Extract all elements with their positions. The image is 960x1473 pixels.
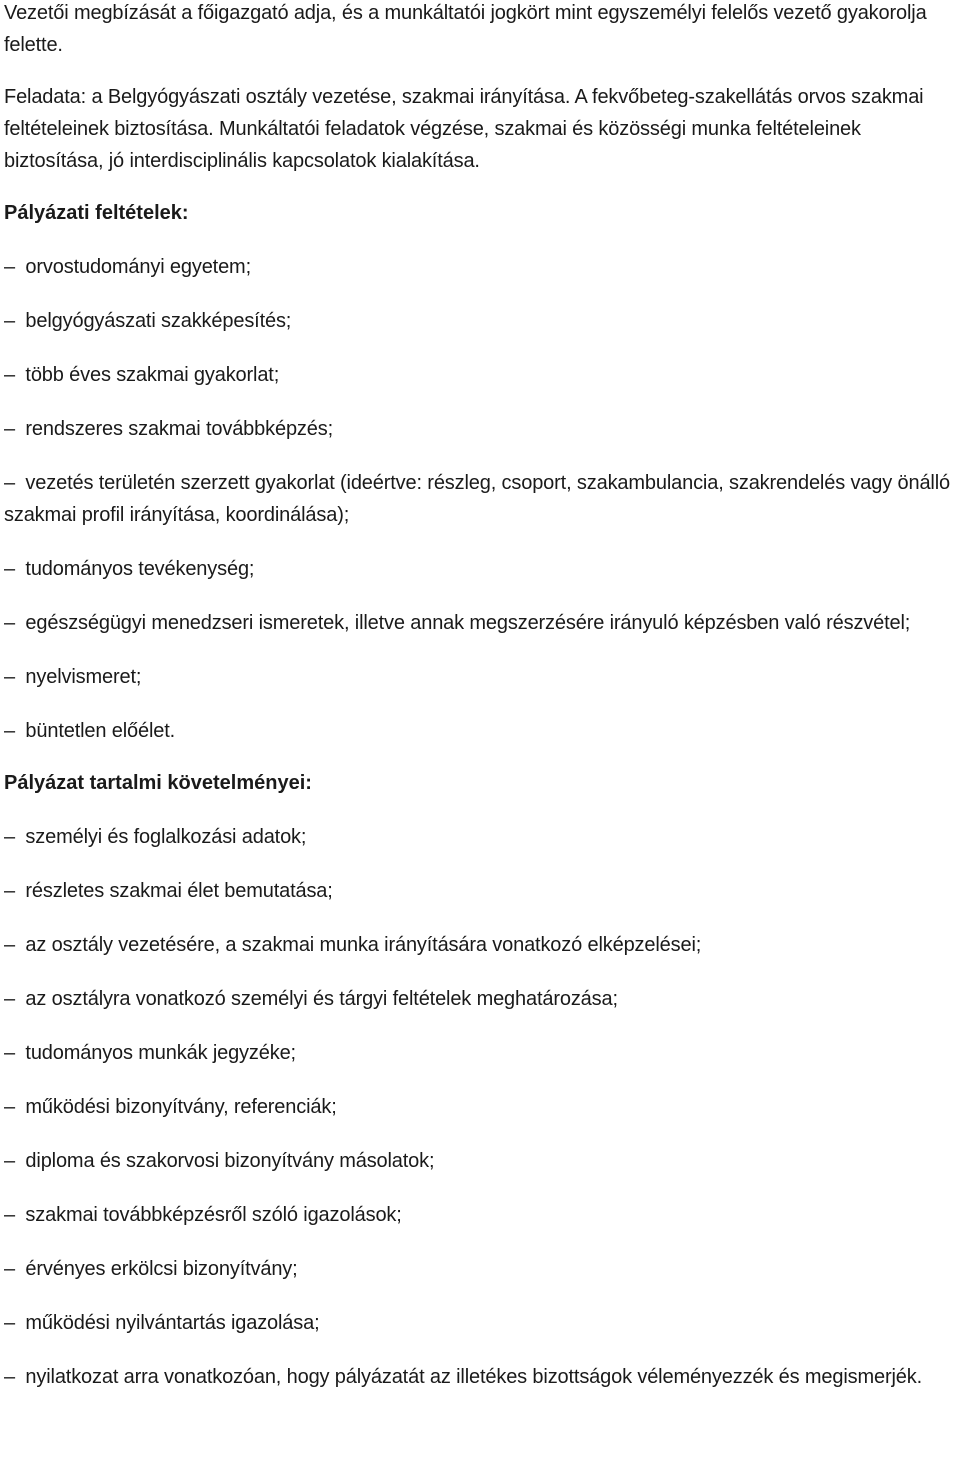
requirements-heading: Pályázat tartalmi követelményei: [4,772,312,794]
list-item-text: büntetlen előélet. [25,720,176,742]
list-item-text: diploma és szakorvosi bizonyítvány másolatok; [25,1150,435,1172]
document-page [4,0,956,1393]
list-item-text: orvostudományi egyetem; [25,256,251,278]
dash-bullet: – [4,1204,15,1226]
requirements-list [4,821,956,1393]
dash-bullet: – [4,1366,15,1388]
list-item [4,553,956,585]
list-item [4,715,956,747]
list-item [4,1307,956,1339]
list-item-text: az osztályra vonatkozó személyi és tárgyi feltételek meghatározása; [25,988,618,1010]
list-item-text: vezetés területén szerzett gyakorlat (ideértve: részleg, csoport, szakambulancia, szakrendelés vagy önálló szakmai profil irányítása, koordinálása); [4,472,950,526]
list-item [4,1091,956,1123]
list-item-text: az osztály vezetésére, a szakmai munka irányítására vonatkozó elképzelései; [25,934,702,956]
dash-bullet: – [4,720,15,742]
list-item [4,821,956,853]
dash-bullet: – [4,364,15,386]
dash-bullet: – [4,1150,15,1172]
dash-bullet: – [4,256,15,278]
list-item-text: nyilatkozat arra vonatkozóan, hogy pályázatát az illetékes bizottságok véleményezzék és megismerjék. [25,1366,922,1388]
dash-bullet: – [4,1312,15,1334]
task-text: a Belgyógyászati osztály vezetése, szakmai irányítása. A fekvőbeteg-szakellátás orvos szakmai feltételeinek biztosítása. Munkáltatói feladatok végzése, szakmai és közösségi munka feltételeinek biztosítása, jó interdisciplinális kapcsolatok kialakítása. [4,86,924,172]
list-item-text: működési bizonyítvány, referenciák; [25,1096,337,1118]
list-item-text: nyelvismeret; [25,666,142,688]
list-item [4,661,956,693]
list-item [4,875,956,907]
dash-bullet: – [4,1096,15,1118]
list-item [4,607,956,639]
list-item [4,1253,956,1285]
task-paragraph [4,81,956,177]
dash-bullet: – [4,1258,15,1280]
list-item [4,1361,956,1393]
list-item [4,929,956,961]
list-item [4,359,956,391]
list-item-text: érvényes erkölcsi bizonyítvány; [25,1258,298,1280]
list-item-text: részletes szakmai élet bemutatása; [25,880,333,902]
list-item [4,1037,956,1069]
dash-bullet: – [4,612,15,634]
list-item-text: rendszeres szakmai továbbképzés; [25,418,333,440]
list-item [4,251,956,283]
dash-bullet: – [4,880,15,902]
dash-bullet: – [4,826,15,848]
list-item-text: tudományos munkák jegyzéke; [25,1042,296,1064]
dash-bullet: – [4,1042,15,1064]
list-item-text: belgyógyászati szakképesítés; [25,310,292,332]
conditions-heading: Pályázati feltételek: [4,202,189,224]
list-item [4,1145,956,1177]
task-label: Feladata: [4,86,87,108]
list-item [4,1199,956,1231]
intro-paragraph: Vezetői megbízását a főigazgató adja, és a munkáltatói jogkört mint egyszemélyi felelős vezető gyakorolja felette. [4,2,927,56]
list-item-text: személyi és foglalkozási adatok; [25,826,307,848]
dash-bullet: – [4,666,15,688]
dash-bullet: – [4,310,15,332]
list-item [4,467,956,531]
list-item-text: tudományos tevékenység; [25,558,255,580]
dash-bullet: – [4,934,15,956]
dash-bullet: – [4,558,15,580]
list-item-text: működési nyilvántartás igazolása; [25,1312,320,1334]
dash-bullet: – [4,418,15,440]
list-item [4,305,956,337]
dash-bullet: – [4,988,15,1010]
conditions-list [4,251,956,747]
list-item [4,413,956,445]
list-item [4,983,956,1015]
dash-bullet: – [4,472,15,494]
list-item-text: szakmai továbbképzésről szóló igazolások; [25,1204,402,1226]
list-item-text: egészségügyi menedzseri ismeretek, illetve annak megszerzésére irányuló képzésben való részvétel; [25,612,911,634]
list-item-text: több éves szakmai gyakorlat; [25,364,280,386]
